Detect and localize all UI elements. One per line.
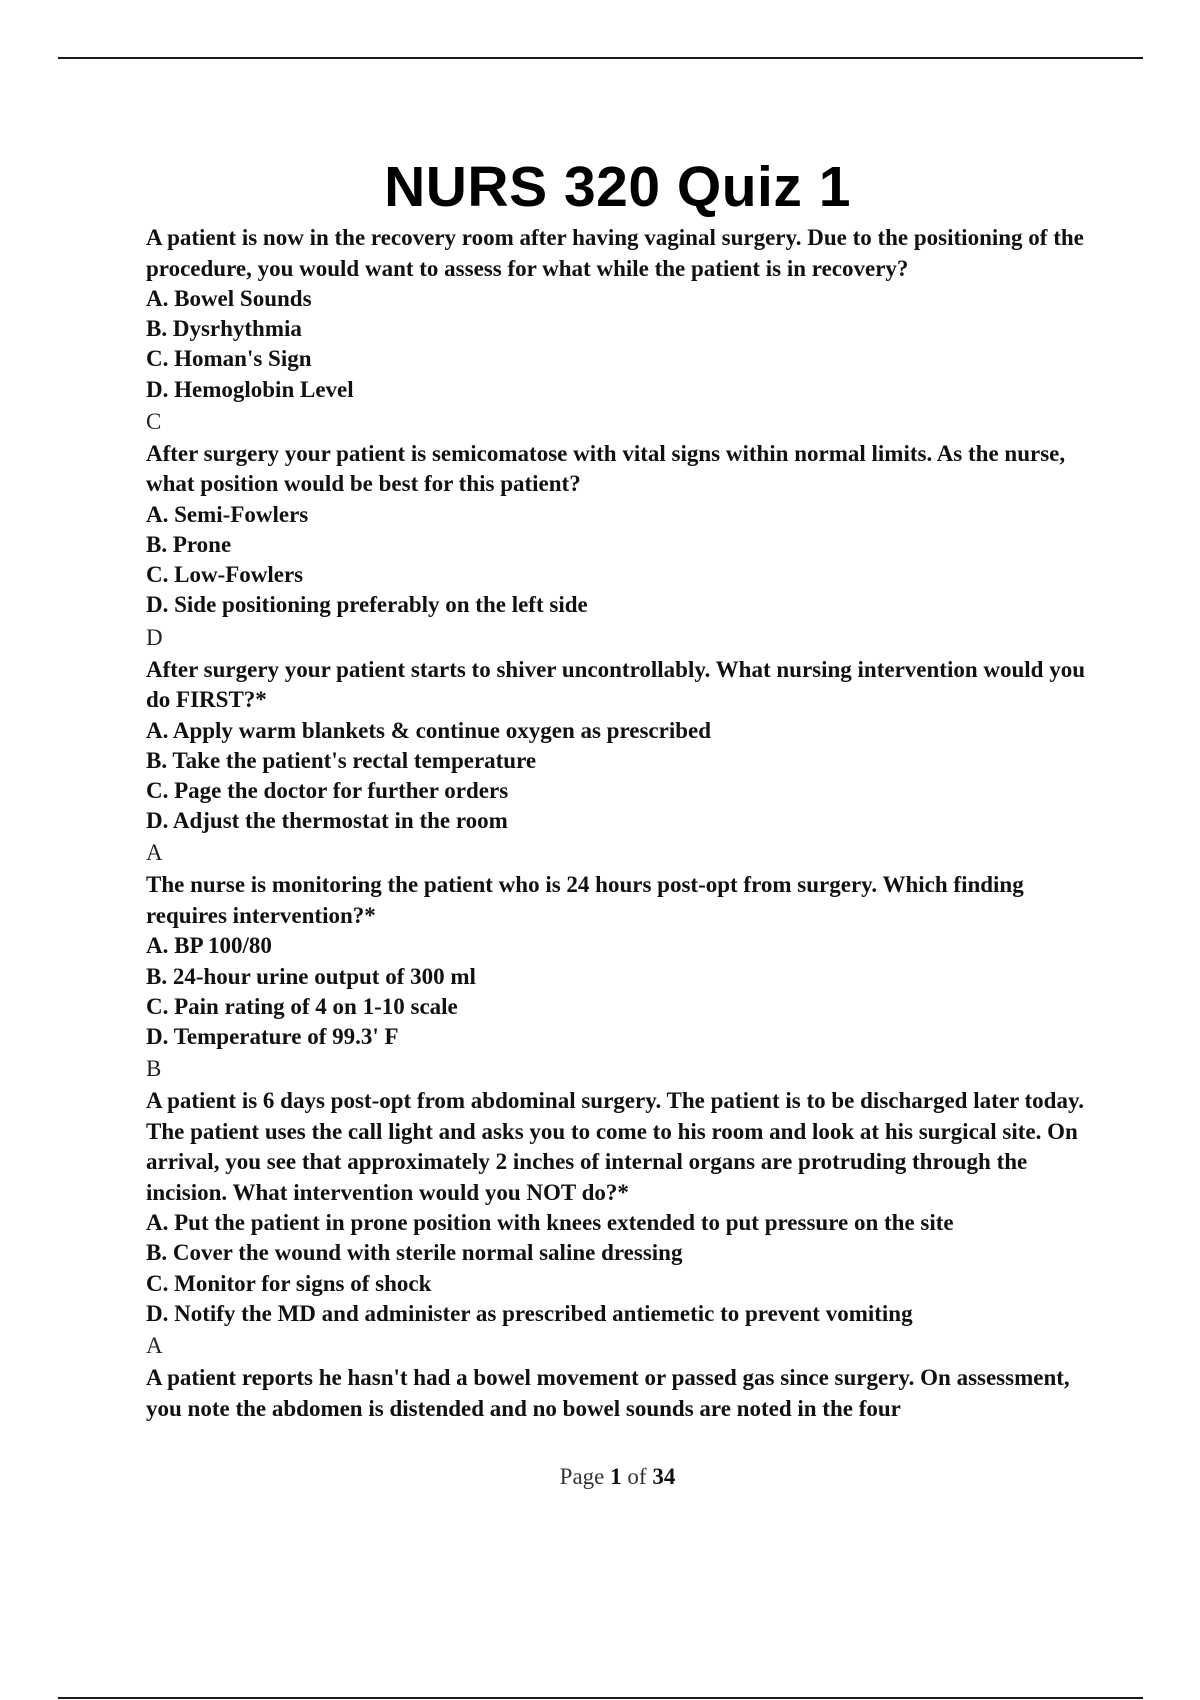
option-a: A. Apply warm blankets & continue oxygen as prescribed — [146, 717, 712, 743]
option-b: B. Prone — [146, 532, 232, 558]
option-a: A. Put the patient in prone position with knees extended to put pressure on the site — [146, 1210, 954, 1236]
question-block — [146, 655, 1096, 871]
page-total: 34 — [652, 1464, 676, 1489]
option-a: A. BP 100/80 — [146, 933, 272, 959]
question-block — [146, 223, 1096, 439]
option-d: D. Temperature of 99.3' F — [146, 1024, 399, 1050]
answer-key: C — [146, 408, 162, 434]
answer-key: A — [146, 840, 163, 866]
page-footer — [0, 1464, 1200, 1490]
option-d: D. Side positioning preferably on the left side — [146, 592, 588, 618]
question-block — [146, 1363, 1096, 1424]
question-text: A patient reports he hasn't had a bowel movement or passed gas since surgery. On assessment, you note the abdomen is distended and no bowel sounds are noted in the four — [146, 1365, 1070, 1421]
option-d: D. Adjust the thermostat in the room — [146, 808, 508, 834]
question-text: A patient is 6 days post-opt from abdominal surgery. The patient is to be discharged later today. The patient uses the call light and asks you to come to his room and look at his surgical site. On arrival, you see that approximately 2 inches of internal organs are protruding through the incision. What intervention would you NOT do?* — [146, 1088, 1084, 1205]
option-c: C. Low-Fowlers — [146, 562, 304, 588]
bottom-rule — [58, 1697, 1143, 1699]
option-c: C. Page the doctor for further orders — [146, 778, 509, 804]
option-list — [146, 716, 1096, 837]
option-a: A. Bowel Sounds — [146, 286, 312, 311]
option-d: D. Hemoglobin Level — [146, 376, 354, 402]
option-c: C. Monitor for signs of shock — [146, 1270, 432, 1296]
document-title: NURS 320 Quiz 1 — [384, 155, 851, 219]
option-list — [146, 284, 1096, 405]
footer-prefix: Page — [559, 1464, 605, 1489]
top-rule — [58, 57, 1143, 59]
option-list — [146, 500, 1096, 621]
option-b: B. Take the patient's rectal temperature — [146, 747, 537, 773]
option-list — [146, 1208, 1096, 1329]
option-b: B. Cover the wound with sterile normal saline dressing — [146, 1240, 683, 1266]
question-text: A patient is now in the recovery room after having vaginal surgery. Due to the positioning of the procedure, you would want to assess for what while the patient is in recovery? — [146, 225, 1084, 281]
question-text: The nurse is monitoring the patient who is 24 hours post-opt from surgery. Which finding requires intervention?* — [146, 872, 1024, 928]
option-list — [146, 931, 1096, 1052]
option-b: B. Dysrhythmia — [146, 316, 302, 342]
answer-key: A — [146, 1333, 163, 1359]
footer-separator: of — [627, 1464, 647, 1489]
question-text: After surgery your patient is semicomatose with vital signs within normal limits. As the nurse, what position would be best for this patient? — [146, 440, 1066, 497]
option-c: C. Homan's Sign — [146, 346, 312, 372]
question-block — [146, 439, 1096, 655]
option-d: D. Notify the MD and administer as prescribed antiemetic to prevent vomiting — [146, 1300, 913, 1326]
quiz-content — [146, 223, 1096, 1424]
answer-key: D — [146, 624, 163, 650]
option-c: C. Pain rating of 4 on 1-10 scale — [146, 993, 458, 1019]
option-a: A. Semi-Fowlers — [146, 501, 309, 527]
answer-key: B — [146, 1056, 162, 1082]
option-b: B. 24-hour urine output of 300 ml — [146, 963, 476, 989]
question-block — [146, 870, 1096, 1086]
question-text: After surgery your patient starts to shiver uncontrollably. What nursing intervention would you do FIRST?* — [146, 656, 1086, 713]
question-block — [146, 1086, 1096, 1363]
page-current: 1 — [610, 1464, 622, 1489]
